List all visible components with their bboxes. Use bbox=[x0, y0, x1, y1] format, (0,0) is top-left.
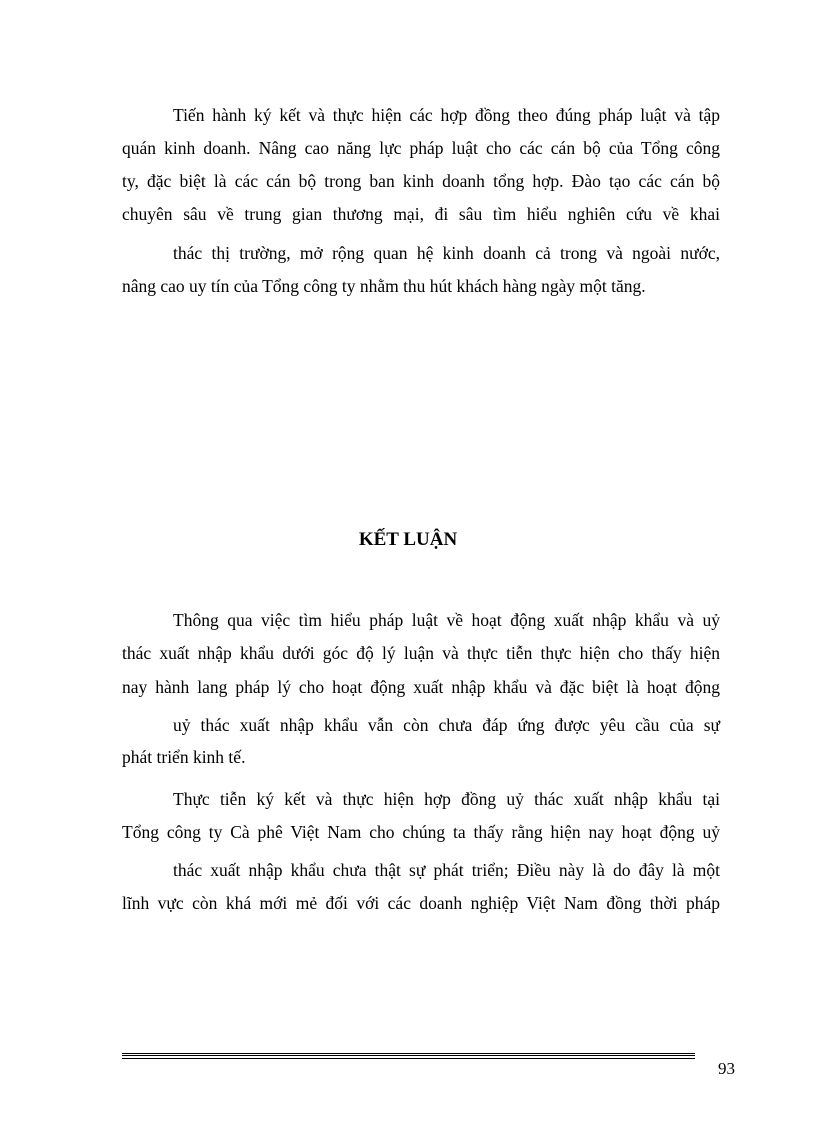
text-line: chuyên sâu về trung gian thương mại, đi sâu tìm hiểu nghiên cứu về khai bbox=[122, 204, 720, 224]
text-line: Tổng công ty Cà phê Việt Nam cho chúng ta thấy rằng hiện nay hoạt động uỷ bbox=[122, 822, 720, 842]
text-line: Thực tiễn ký kết và thực hiện hợp đồng uỷ thác xuất nhập khẩu tại bbox=[173, 789, 720, 809]
footer-rule bbox=[122, 1053, 695, 1058]
page-number: 93 bbox=[718, 1059, 735, 1078]
text-line: thác xuất nhập khẩu chưa thật sự phát triển; Điều này là do đây là một bbox=[173, 860, 720, 880]
text-line: nay hành lang pháp lý cho hoạt động xuất nhập khẩu và đặc biệt là hoạt động bbox=[122, 677, 720, 697]
text-line: nâng cao uy tín của Tổng công ty nhằm thu hút khách hàng ngày một tăng. bbox=[122, 276, 646, 296]
text-line: quán kinh doanh. Nâng cao năng lực pháp luật cho các cán bộ của Tổng công bbox=[122, 138, 720, 158]
section-heading: KẾT LUẬN bbox=[358, 529, 458, 550]
text-line: uỷ thác xuất nhập khẩu vẫn còn chưa đáp ứng được yêu cầu của sự bbox=[173, 715, 720, 735]
text-line: phát triển kinh tế. bbox=[122, 747, 246, 767]
text-line: ty, đặc biệt là các cán bộ trong ban kinh doanh tổng hợp. Đào tạo các cán bộ bbox=[122, 171, 720, 191]
text-line: thác thị trường, mở rộng quan hệ kinh doanh cả trong và ngoài nước, bbox=[173, 243, 720, 263]
text-line: Tiến hành ký kết và thực hiện các hợp đồng theo đúng pháp luật và tập bbox=[173, 105, 720, 125]
text-line: lĩnh vực còn khá mới mẻ đối với các doanh nghiệp Việt Nam đồng thời pháp bbox=[122, 893, 720, 913]
text-line: Thông qua việc tìm hiểu pháp luật về hoạt động xuất nhập khẩu và uỷ bbox=[173, 610, 720, 630]
text-line: thác xuất nhập khẩu dưới góc độ lý luận và thực tiễn thực hiện cho thấy hiện bbox=[122, 643, 720, 663]
